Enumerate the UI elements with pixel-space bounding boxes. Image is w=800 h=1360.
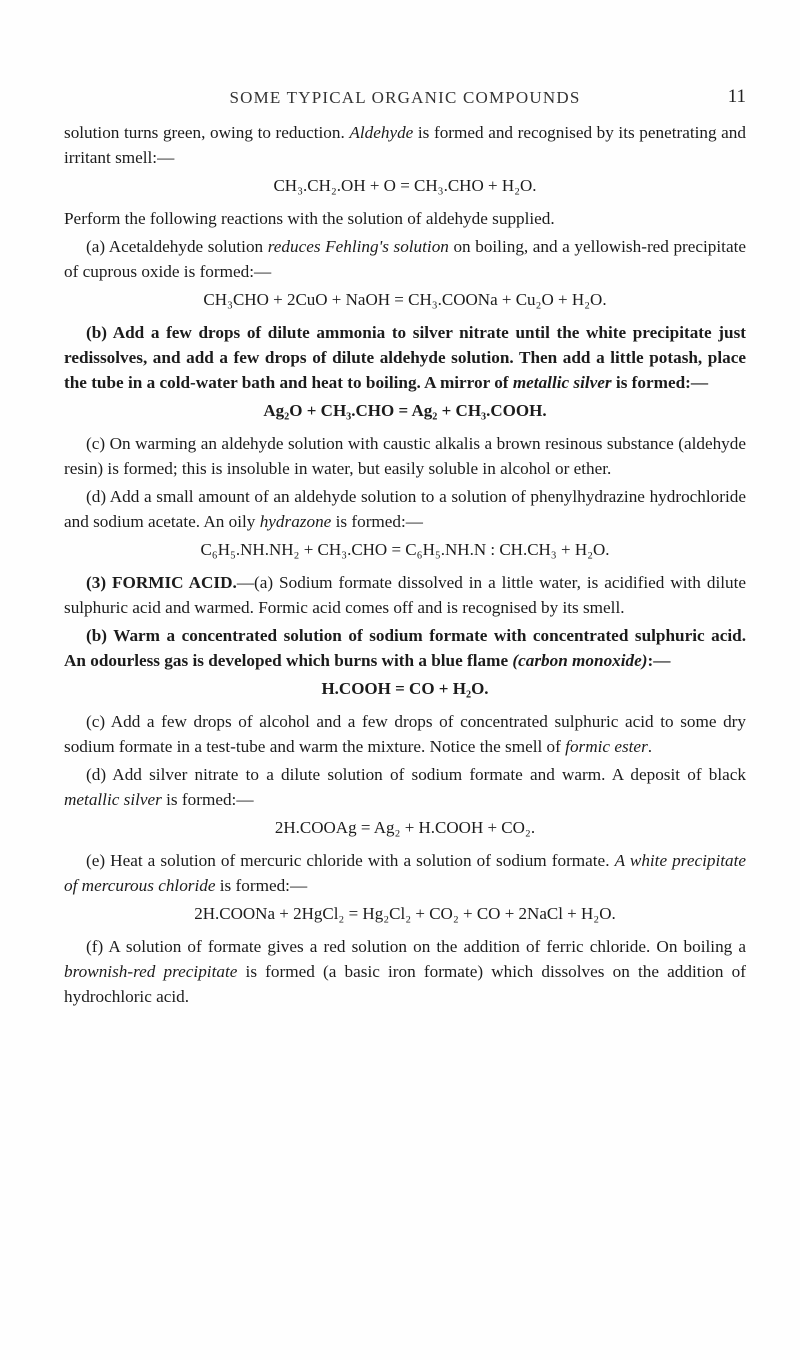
page-header bbox=[64, 0, 746, 120]
text-run: (d) Add silver nitrate to a dilute solution of sodium formate and warm. A deposit of black bbox=[86, 765, 746, 784]
page-body bbox=[64, 120, 746, 1009]
text-run: (b) Add a few drops of dilute ammonia to silver nitrate until the white precipitate just redissolves, and add a few drops of dilute aldehyde solution. Then add a little potash, place the tube in a cold-water bath and heat to boiling. A mirror of bbox=[64, 323, 746, 392]
text-run: is formed:— bbox=[611, 373, 709, 392]
equation-ethanol-oxidation: CH₃.CH₂.OH + O = CH₃.CHO + H₂O. bbox=[273, 176, 537, 195]
equation-silver-formate: 2H.COOAg = Ag₂ + H.COOH + CO₂. bbox=[274, 818, 536, 837]
text-run: :— bbox=[647, 651, 671, 670]
text-run: solution turns green, owing to reduction. bbox=[64, 123, 350, 142]
text-run: (e) Heat a solution of mercuric chloride with a solution of sodium formate. bbox=[86, 851, 615, 870]
text-run: is formed (a basic iron formate) which dissolves on the addition of hydrochloric acid. bbox=[64, 962, 747, 1006]
text-run: is formed:— bbox=[161, 790, 254, 809]
paragraph-carbon-monoxide bbox=[64, 623, 746, 673]
text-run: (c) Add a few drops of alcohol and a few drops of concentrated sulphuric acid to some dry sodium formate in a test-tube and warm the mixture. Notice the smell of bbox=[64, 712, 746, 756]
paragraph-formic-ester bbox=[64, 709, 746, 759]
text-run: —(a) Sodium formate dissolved in a little water, is acidified with dilute sulphuric acid and warmed. Formic acid comes off and is recognised by its smell. bbox=[64, 573, 746, 617]
equation-mercuric-chloride: 2H.COONa + 2HgCl₂ = Hg₂Cl₂ + CO₂ + CO + 2NaCl + H₂O. bbox=[194, 904, 616, 923]
equation-fehling: CH₃CHO + 2CuO + NaOH = CH₃.COONa + Cu₂O + H₂O. bbox=[203, 290, 607, 309]
emphasis: metallic silver bbox=[512, 373, 612, 392]
paragraph-aldehyde-intro bbox=[64, 120, 746, 170]
emphasis: Aldehyde bbox=[349, 123, 414, 142]
emphasis: (carbon monoxide) bbox=[512, 651, 648, 670]
emphasis: reduces Fehling's solution bbox=[267, 237, 449, 256]
paragraph-perform: Perform the following reactions with the solution of aldehyde supplied. bbox=[64, 209, 555, 228]
equation-silver-mirror: Ag₂O + CH₃.CHO = Ag₂ + CH₃.COOH. bbox=[263, 401, 547, 420]
emphasis: metallic silver bbox=[64, 790, 162, 809]
running-title: SOME TYPICAL ORGANIC COMPOUNDS bbox=[229, 88, 581, 107]
equation-formic-decomposition: H.COOH = CO + H₂O. bbox=[321, 679, 489, 698]
paragraph-ferric-chloride bbox=[64, 934, 746, 1009]
paragraph-silver-mirror bbox=[64, 320, 746, 395]
text-run: is formed and recognised by its penetrating and irritant smell:— bbox=[64, 123, 746, 167]
paragraph-formic-acid bbox=[64, 570, 746, 620]
paragraph-hydrazone bbox=[64, 484, 746, 534]
paragraph-aldehyde-resin: (c) On warming an aldehyde solution with caustic alkalis a brown resinous substance (aldehyde resin) is formed; this is insoluble in water, but easily soluble in alcohol or ether. bbox=[64, 434, 746, 478]
emphasis: brownish-red precipitate bbox=[64, 962, 238, 981]
text-run: (a) Acetaldehyde solution bbox=[86, 237, 268, 256]
text-run: is formed:— bbox=[331, 512, 423, 531]
section-heading: (3) FORMIC ACID. bbox=[86, 573, 237, 592]
emphasis: formic ester bbox=[565, 737, 648, 756]
text-run: on boiling, and a yellowish-red precipitate of cuprous oxide is formed:— bbox=[64, 237, 746, 281]
paragraph-mercurous-chloride bbox=[64, 848, 746, 898]
text-run: is formed:— bbox=[215, 876, 308, 895]
text-run: (f) A solution of formate gives a red solution on the addition of ferric chloride. On boiling a bbox=[86, 937, 746, 956]
book-page bbox=[64, 0, 746, 1012]
paragraph-fehling bbox=[64, 234, 746, 284]
paragraph-silver-formate bbox=[64, 762, 746, 812]
text-run: (d) Add a small amount of an aldehyde solution to a solution of phenylhydrazine hydrochloride and sodium acetate. An oily bbox=[64, 487, 746, 531]
equation-hydrazone: C₆H₅.NH.NH₂ + CH₃.CHO = C₆H₅.NH.N : CH.CH₃ + H₂O. bbox=[200, 540, 610, 559]
text-run: (b) Warm a concentrated solution of sodium formate with concentrated sulphuric acid. An odourless gas is developed which burns with a blue flame bbox=[64, 626, 746, 670]
emphasis: A white precipitate of mercurous chloride bbox=[64, 851, 746, 895]
text-run: . bbox=[647, 737, 653, 756]
page-number: 11 bbox=[727, 86, 746, 107]
emphasis: hydrazone bbox=[259, 512, 332, 531]
